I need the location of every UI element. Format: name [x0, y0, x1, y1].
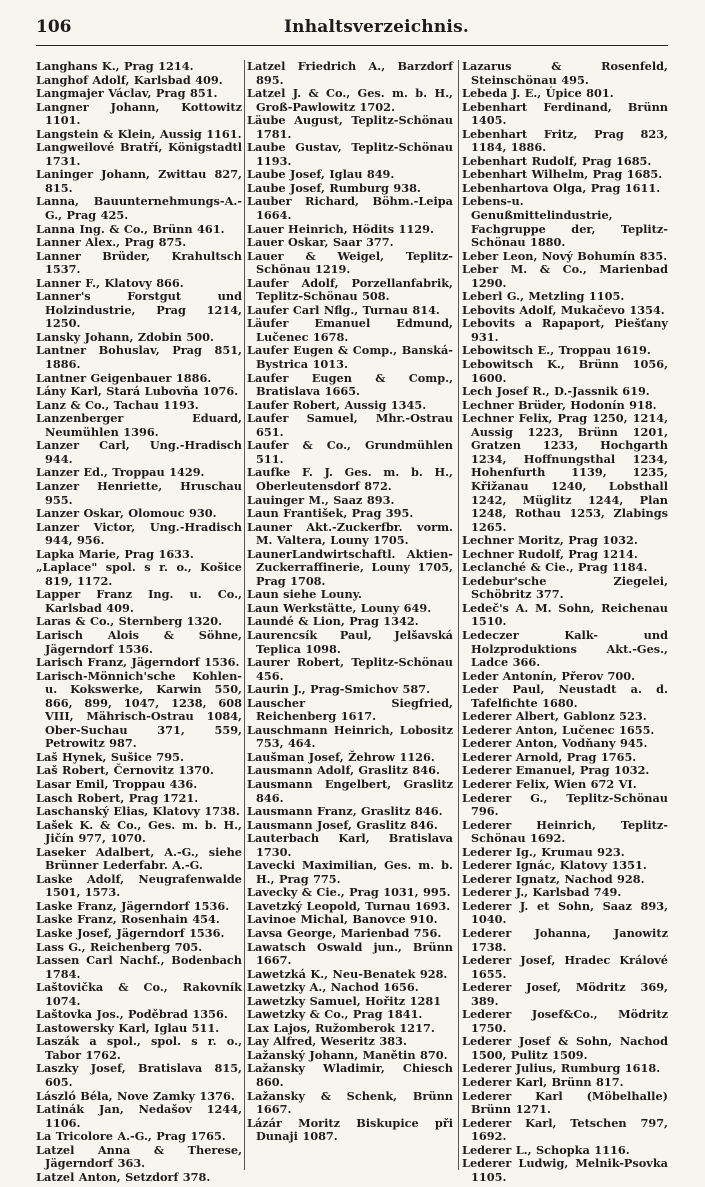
index-entry: Laube Gustav, Teplitz-Schönau 1193. [247, 140, 453, 168]
index-entry: Laundé & Lion, Prag 1342. [247, 614, 419, 629]
index-entry: Larisch Alois & Söhne, Jägerndorf 1536. [36, 627, 242, 656]
page-number: 106 [36, 17, 72, 37]
index-entry: Laufer Eugen & Comp., Banská-Bystrica 1013. [247, 343, 453, 372]
index-entry: Lederer Karl, Tetschen 797, 1692. [462, 1115, 668, 1144]
index-entry: „Laplace" spol. s r. o., Košice 819, 1172. [36, 560, 242, 588]
index-entry: Langhof Adolf, Karlsbad 409. [36, 72, 223, 87]
index-entry: Lawetzky A., Nachod 1656. [247, 980, 419, 995]
index-entry: Lebenhart Ferdinand, Brünn 1405. [462, 99, 668, 128]
index-entry: Leder Paul, Neustadt a. d. Tafelfichte 1680. [462, 682, 668, 710]
index-entry: Laurin J., Prag-Smichov 587. [247, 682, 431, 697]
index-entry: Lanna Ing. & Co., Brünn 461. [36, 221, 225, 236]
index-entry: Laninger Johann, Zwittau 827, 815. [36, 167, 242, 195]
index-entry: Lederer J., Karlsbad 749. [462, 885, 622, 900]
index-entry: Lantner Geigenbauer 1886. [36, 370, 212, 385]
index-entry: Lány Karl, Stará Lubovňa 1076. [36, 384, 239, 399]
index-entry: Leclanché & Cie., Prag 1184. [462, 560, 648, 575]
index-entry: Lederer Josef&Co., Mödritz 1750. [462, 1007, 668, 1035]
index-entry: Laube Josef, Iglau 849. [247, 167, 395, 182]
index-entry: Laube Josef, Rumburg 938. [247, 180, 421, 195]
page-title: Inhaltsverzeichnis. [284, 17, 469, 37]
index-entry: Lanz & Co., Tachau 1193. [36, 397, 199, 412]
index-entry: Lebeda J. E., Úpice 801. [462, 86, 614, 101]
index-entry: Laske Josef, Jägerndorf 1536. [36, 926, 225, 940]
index-entry: Lašek K. & Co., Ges. m. b. H., Jičín 977, 1070. [36, 817, 242, 846]
index-entry: Laš Robert, Černovitz 1370. [36, 763, 214, 778]
index-entry: Lechner Felix, Prag 1250, 1214, Aussig 1223, Brünn 1201, Gratzen 1233, Hochgarth 1234, Hoffnungsthal 1234, Hohenfurth 1139, 1235, Křižanau 1240, Lobsthall 1242, Müglitz 1244, Plan 1248, Rothau 1253, Zlabings 1265. [462, 411, 668, 534]
index-entry: Langweilové Bratří, Königstadtl 1731. [36, 140, 242, 168]
index-entry: Lawetzká K., Neu-Benatek 928. [247, 966, 448, 981]
index-entry: Lederer Johanna, Janowitz 1738. [462, 926, 668, 954]
index-entry: Lavinoe Michal, Banovce 910. [247, 912, 438, 927]
index-entry: Latinák Jan, Nedašov 1244, 1106. [36, 1102, 242, 1130]
index-entry: Lausmann Adolf, Graslitz 846. [247, 763, 440, 778]
index-entry: Lantner Bohuslav, Prag 851, 1886. [36, 343, 242, 372]
index-entry: Lederer Felix, Wien 672 VI. [462, 776, 637, 791]
index-entry: Lebovits a Rapaport, Piešťany 931. [462, 316, 668, 344]
index-entry: Leder Antonín, Přerov 700. [462, 668, 636, 683]
index-entry: Laurer Robert, Teplitz-Schönau 456. [247, 655, 453, 683]
index-entry: Läufer Emanuel Edmund, Lučenec 1678. [247, 316, 453, 344]
index-entry: Lechner Brüder, Hodonín 918. [462, 397, 657, 412]
index-entry: Lebenhart Rudolf, Prag 1685. [462, 153, 652, 168]
index-entry: Lebenhart Fritz, Prag 823, 1184, 1886. [462, 126, 668, 155]
index-entry: Ledebur'sche Ziegelei, Schöbritz 377. [462, 573, 668, 602]
index-entry: Ledeč's A. M. Sohn, Reichenau 1510. [462, 600, 668, 629]
index-entry: Lažansky & Schenk, Brünn 1667. [247, 1088, 453, 1117]
index-entry: Lauber Richard, Böhm.-Leipa 1664. [247, 194, 453, 223]
index-column-1 [36, 59, 242, 1184]
index-entry: Lanner F., Klatovy 866. [36, 275, 184, 290]
index-entry: Lederer Ignác, Klatovy 1351. [462, 858, 647, 873]
index-entry: Lechner Moritz, Prag 1032. [462, 533, 638, 548]
header-divider [36, 45, 668, 46]
index-entry: Lawetzky & Co., Prag 1841. [247, 1007, 423, 1022]
index-entry: Latzel Anna & Therese, Jägerndorf 363. [36, 1142, 242, 1171]
index-entry: Larisch Franz, Jägerndorf 1536. [36, 655, 240, 670]
index-entry: Laske Franz, Jägerndorf 1536. [36, 898, 230, 913]
index-entry: Laufer Eugen & Comp., Bratislava 1665. [247, 370, 453, 399]
index-entry: Latzel J. & Co., Ges. m. b. H., Groß-Pawlowitz 1702. [247, 86, 453, 114]
index-entry: Lastowersky Karl, Iglau 511. [36, 1020, 220, 1035]
index-entry: Lederer L., Schopka 1116. [462, 1142, 630, 1157]
index-entry: Lech Josef R., D.-Jassnik 619. [462, 384, 650, 399]
index-entry: Lebens-u. Genußmittelindustrie, Fachgruppe der, Teplitz-Schönau 1880. [462, 194, 668, 250]
index-entry: Lebowitsch K., Brünn 1056, 1600. [462, 357, 668, 385]
index-entry: Lazarus & Rosenfeld, Steinschönau 495. [462, 59, 668, 87]
index-entry: László Béla, Nove Zamky 1376. [36, 1088, 235, 1103]
index-entry: Lauschmann Heinrich, Lobositz 753, 464. [247, 722, 453, 751]
index-entry: Lauterbach Karl, Bratislava 1730. [247, 831, 453, 859]
index-entry: Lebenhartova Olga, Prag 1611. [462, 180, 661, 195]
index-entry: Lederer Albert, Gablonz 523. [462, 709, 647, 724]
index-entry: Lavetzký Leopold, Turnau 1693. [247, 898, 451, 913]
index-entry: Langhans K., Prag 1214. [36, 59, 194, 73]
index-entry: Laufer Adolf, Porzellanfabrik, Teplitz-Schönau 508. [247, 275, 453, 304]
index-entry: Laufer Carl Nflg., Turnau 814. [247, 302, 440, 317]
index-entry: Lanner Brüder, Krahultsch 1537. [36, 248, 242, 277]
index-columns [36, 59, 668, 1184]
index-entry: Laske Franz, Rosenhain 454. [36, 912, 220, 927]
index-entry: Leber M. & Co., Marienbad 1290. [462, 262, 668, 290]
index-entry: Laras & Co., Sternberg 1320. [36, 614, 223, 629]
index-entry: Lederer Ignatz, Nachod 928. [462, 871, 645, 886]
index-entry: Lauer & Weigel, Teplitz-Schönau 1219. [247, 248, 453, 277]
index-entry: Lanzer Ed., Troppau 1429. [36, 465, 205, 480]
index-entry: Latzel Anton, Setzdorf 378. [36, 1169, 211, 1184]
index-entry: Langmajer Václav, Prag 851. [36, 86, 218, 101]
index-entry: Lederer Josef & Sohn, Nachod 1500, Pulitz 1509. [462, 1034, 668, 1062]
index-entry: Lay Alfred, Weseritz 383. [247, 1034, 407, 1049]
index-entry: Lanzer Victor, Ung.-Hradisch 944, 956. [36, 519, 242, 548]
index-entry: Lanzenberger Eduard, Neumühlen 1396. [36, 411, 242, 439]
index-entry: Lausmann Franz, Graslitz 846. [247, 804, 443, 819]
index-entry: Lax Lajos, Ružomberok 1217. [247, 1020, 435, 1035]
index-entry: Lederer Julius, Rumburg 1618. [462, 1061, 661, 1076]
index-entry: Lapka Marie, Prag 1633. [36, 546, 194, 561]
index-entry: Langner Johann, Kottowitz 1101. [36, 99, 242, 128]
index-entry: Lass G., Reichenberg 705. [36, 939, 203, 954]
page-header [0, 0, 705, 50]
index-entry: Laufer Robert, Aussig 1345. [247, 397, 427, 412]
index-entry: Lanzer Oskar, Olomouc 930. [36, 506, 217, 521]
index-entry: Lederer G., Teplitz-Schönau 796. [462, 790, 668, 819]
index-entry: Lanzer Henriette, Hruschau 955. [36, 478, 242, 507]
index-entry: Lederer Ig., Krumau 923. [462, 844, 625, 859]
index-entry: Lauer Heinrich, Hödits 1129. [247, 221, 434, 236]
index-entry: Lederer Karl (Möbelhalle) Brünn 1271. [462, 1088, 668, 1117]
index-entry: Lederer Josef, Mödritz 369, 389. [462, 980, 668, 1008]
index-entry: Laszky Josef, Bratislava 815, 605. [36, 1061, 242, 1090]
index-entry: Lanner Alex., Prag 875. [36, 235, 187, 250]
index-entry: Lasch Robert, Prag 1721. [36, 790, 199, 805]
index-entry: Lawetzky Samuel, Hořitz 1281 [247, 993, 442, 1008]
index-entry: Laufke F. J. Ges. m. b. H., Oberleutensdorf 872. [247, 465, 453, 493]
index-entry: Lebovits Adolf, Mukačevo 1354. [462, 302, 665, 317]
index-entry: Lederer Emanuel, Prag 1032. [462, 763, 650, 778]
index-entry: La Tricolore A.-G., Prag 1765. [36, 1129, 226, 1144]
index-column-2 [247, 60, 453, 1175]
index-entry: Laun siehe Louny. [247, 587, 362, 602]
index-entry: Lažanský Johann, Manětin 870. [247, 1047, 448, 1062]
index-entry: Lausmann Engelbert, Graslitz 846. [247, 776, 453, 805]
index-entry: LaunerLandwirtschaftl. Aktien-Zuckerraffinerie, Louny 1705, Prag 1708. [247, 546, 453, 588]
column-divider [458, 60, 459, 1170]
index-entry: Launer Akt.-Zuckerfbr. vorm. M. Valtera, Louny 1705. [247, 519, 453, 548]
index-entry: Lederer Ludwig, Melnik-Psovka 1105. [462, 1156, 668, 1184]
index-entry: Leberl G., Metzling 1105. [462, 289, 625, 304]
index-entry: Larisch-Mönnich'sche Kohlen- u. Kokswerke, Karwin 550, 866, 899, 1047, 1238, 608 VIII, Mährisch-Ostrau 1084, Ober-Suchau 371, 559, Petrowitz 987. [36, 668, 242, 751]
index-entry: Lassen Carl Nachf., Bodenbach 1784. [36, 953, 242, 981]
index-entry: Laufer Samuel, Mhr.-Ostrau 651. [247, 411, 453, 439]
column-divider [244, 60, 245, 1170]
index-entry: Lavecky & Cie., Prag 1031, 995. [247, 885, 451, 900]
index-entry: Leber Leon, Nový Bohumín 835. [462, 248, 668, 263]
index-entry: Latzel Friedrich A., Barzdorf 895. [247, 59, 453, 87]
index-entry: Lanna, Bauunternehmungs-A.-G., Prag 425. [36, 194, 242, 223]
index-entry: Laš Hynek, Sušice 795. [36, 749, 184, 764]
index-entry: Lederer Heinrich, Teplitz-Schönau 1692. [462, 817, 668, 846]
index-entry: Lederer Anton, Vodňany 945. [462, 736, 648, 751]
index-entry: Laszák a spol., spol. s r. o., Tabor 1762. [36, 1034, 242, 1062]
index-entry: Lausmann Josef, Graslitz 846. [247, 817, 438, 832]
index-entry: Lapper Franz Ing. u. Co., Karlsbad 409. [36, 587, 242, 615]
index-entry: Lechner Rudolf, Prag 1214. [462, 546, 638, 561]
index-entry: Lederer Arnold, Prag 1765. [462, 749, 637, 764]
index-entry: Lázár Moritz Biskupice při Dunaji 1087. [247, 1115, 453, 1144]
index-entry: Ledeczer Kalk- und Holzproduktions Akt.-Ges., Ladce 366. [462, 627, 668, 670]
index-entry: Lederer Anton, Lučenec 1655. [462, 722, 655, 737]
index-entry: Lansky Johann, Zdobin 500. [36, 329, 214, 344]
index-entry: Laun Werkstätte, Louny 649. [247, 600, 432, 615]
index-entry: Laun František, Prag 395. [247, 506, 414, 521]
index-entry: Laštovička & Co., Rakovník 1074. [36, 980, 242, 1008]
index-entry: Lavsa George, Marienbad 756. [247, 926, 442, 940]
index-column-3 [462, 59, 668, 1184]
index-entry: Lederer Karl, Brünn 817. [462, 1075, 624, 1090]
index-entry: Lederer Josef, Hradec Králové 1655. [462, 953, 668, 981]
index-entry: Lasar Emil, Troppau 436. [36, 776, 198, 791]
index-entry: Laušman Josef, Žehrow 1126. [247, 749, 435, 764]
index-entry: Lažansky Wladimir, Chiesch 860. [247, 1061, 453, 1090]
index-entry: Lanner's Forstgut und Holzindustrie, Prag 1214, 1250. [36, 289, 242, 331]
index-entry: Langstein & Klein, Aussig 1161. [36, 126, 242, 141]
index-entry: Laschanský Elias, Klatovy 1738. [36, 804, 240, 819]
index-entry: Lederer J. et Sohn, Saaz 893, 1040. [462, 898, 668, 927]
index-entry: Laufer & Co., Grundmühlen 511. [247, 438, 453, 466]
index-entry: Lauer Oskar, Saar 377. [247, 235, 394, 250]
index-entry: Laurencsík Paul, Jelšavská Teplica 1098. [247, 627, 453, 656]
index-entry: Lanzer Carl, Ung.-Hradisch 944. [36, 438, 242, 466]
index-entry: Lebowitsch E., Troppau 1619. [462, 343, 651, 358]
index-entry: Lawatsch Oswald jun., Brünn 1667. [247, 939, 453, 968]
index-entry: Laseker Adalbert, A.-G., siehe Brünner Lederfabr. A.-G. [36, 844, 242, 873]
index-entry: Lauinger M., Saaz 893. [247, 492, 395, 507]
index-entry: Lauscher Siegfried, Reichenberg 1617. [247, 695, 453, 724]
index-entry: Laske Adolf, Neugrafenwalde 1501, 1573. [36, 871, 242, 900]
index-entry: Lebenhart Wilhelm, Prag 1685. [462, 167, 663, 182]
index-entry: Lavecki Maximilian, Ges. m. b. H., Prag 775. [247, 858, 453, 886]
index-entry: Laštovka Jos., Poděbrad 1356. [36, 1007, 228, 1022]
index-entry: Läube August, Teplitz-Schönau 1781. [247, 113, 453, 141]
